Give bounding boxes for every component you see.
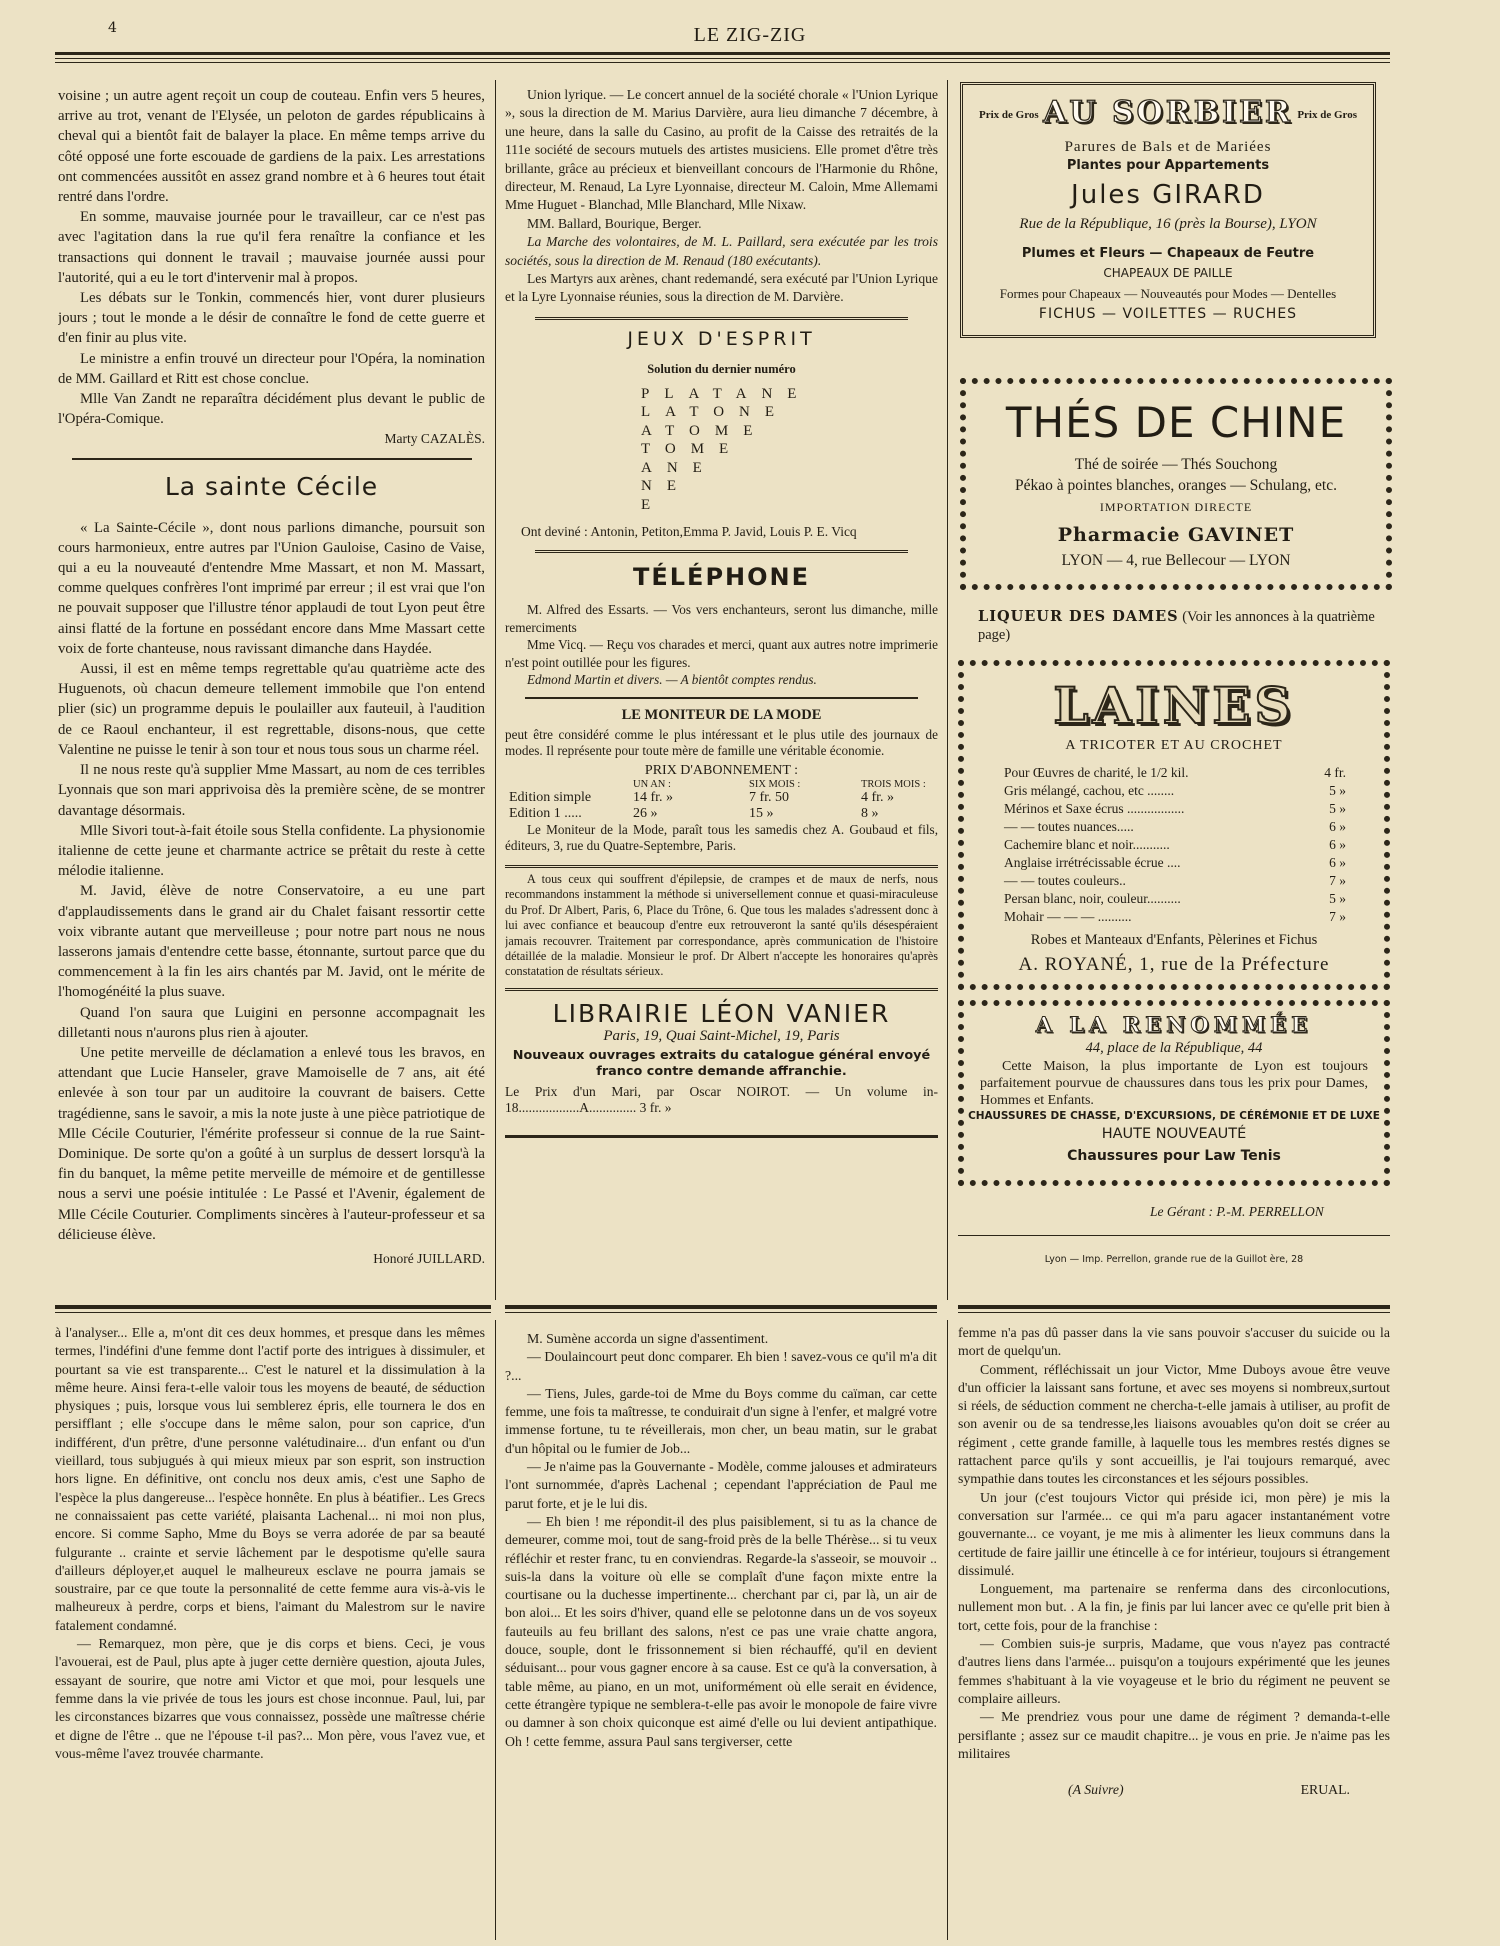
telephone-paragraph: Edmond Martin et divers. — A bientôt comptes rendus. [527, 672, 817, 688]
laines-price: 6 » [1329, 819, 1346, 834]
feuilleton-author: ERUAL. [1300, 1782, 1350, 1798]
cecile-signature: Honoré JUILLARD. [373, 1250, 485, 1266]
union-paragraph: Les Martyrs aux arènes, chant redemandé, sera exécuté par l'Union Lyrique et la Lyre Lyonnaise réunies, sous la direction de M. Darvière. [505, 271, 938, 305]
puzzle-line: ATOME [641, 422, 768, 439]
sorbier-line-4: CHAPEAUX DE PAILLE [1103, 266, 1233, 280]
telephone-paragraph: Mme Vicq. — Reçu vos charades et merci, quant aux autres notre imprimerie n'est point outillée pour les figures. [505, 637, 938, 670]
prix-table [509, 779, 932, 822]
puzzle-line: E [641, 496, 666, 513]
column-separator-1 [495, 80, 496, 1300]
vanier-title: LIBRAIRIE LÉON VANIER [552, 998, 891, 1028]
feuilleton-paragraph: — Combien suis-je surpris, Madame, que vous n'ayez pas contracté d'autres liens dans l'armée... puisqu'on a toujours expérimenté que les jeunes femmes s'habituant à la vie voyageuse et le brio du régiment ne peuvent se complaire ailleurs. [958, 1636, 1390, 1706]
moniteur-title: LE MONITEUR DE LA MODE [621, 706, 822, 723]
prix-cell: Edition 1 ..... [509, 805, 582, 821]
masthead [0, 0, 1500, 60]
header-rule-thin-2 [55, 62, 1390, 63]
laines-address: A. ROYANÉ, 1, rue de la Préfecture [1018, 954, 1330, 975]
cecile-paragraph: Mlle Sivori tout-à-fait étoile sous Stella confidente. La physionomie italienne de cette jeune et charmante actrice se prêtait du reste à cette mélodie italienne. [58, 822, 485, 880]
union-paragraph: Union lyrique. — Le concert annuel de la société chorale « l'Union Lyrique », sous la direction de M. Marius Darvière, aura lieu dimanche 7 décembre, à une heure, dans la salle du Casino, au profit de la Caisse des retraités de la 111e société de secours mutuels des artistes musiciens. Elle promet d'être très brillante, grâce au précieux et bienveillant concours de l'Harmonie du Rhône, directeur, M. Renaud, La Lyre Lyonnaise, directeur M. Caloin, Mme Allemami Mme Huguet - Blanchad, Mlle Blanchard, Mlle Nixaw. [505, 87, 938, 213]
sorbier-prix-right: Prix de Gros [1297, 109, 1357, 121]
feuilleton-paragraph: — Tiens, Jules, garde-toi de Mme du Boys comme du caïman, car cette femme, une fois ta maîtresse, te conduirait d'un signe à l'enfer, et malgré votre immense fortune, tu te réveillerais, mon cher, un beau matin, sur le grabat d'un hôpital ou le fumier de Job... [505, 1385, 937, 1456]
feuilleton-column-3 [958, 1324, 1390, 1936]
prix-cell: 14 fr. » [633, 789, 674, 805]
feuilleton-paragraph: Comment, réfléchissait un jour Victor, Mme Duboys avoue être veuve d'un officier la laissant sans fortune, et avec ses moyens si nombreux,surtout si réels, de séduction comment ne chercha-t-elle jamais à utiliser, au profit de son avenir ou de sa tendresse,les liaisons avouables qu'on doit se créer au régiment , cette grande famille, à laquelle tous les membres restés dignes se rattachent parce qu'ils y sont accueillis, je l'ai toujours remarqué, avec sympathie dans toutes les circonstances et les séjours possibles. [958, 1361, 1390, 1487]
feuilleton-rule-thin [505, 1312, 937, 1313]
feuilleton-separator-2 [947, 1320, 948, 1940]
puzzle-line: ANE [641, 459, 717, 476]
article-paragraph: Le ministre a enfin trouvé un directeur pour l'Opéra, la nomination de MM. Gaillard et Ritt est chose conclue. [58, 350, 485, 387]
jeux-subtitle: Solution du dernier numéro [647, 361, 796, 376]
feuilleton-rule [958, 1305, 1390, 1309]
header-rule-thick [55, 52, 1390, 55]
laines-price: 7 » [1329, 873, 1346, 888]
laines-price: 4 fr. [1324, 765, 1346, 780]
laines-item: Anglaise irrétrécissable écrue .... [1004, 855, 1181, 870]
prix-title: PRIX D'ABONNEMENT : [644, 762, 799, 778]
sorbier-line-6: FICHUS — VOILETTES — RUCHES [1038, 306, 1298, 322]
laines-price: 7 » [1329, 909, 1346, 924]
article-paragraph: Les débats sur le Tonkin, commencés hier, vont durer plusieurs jours ; tout le monde a le désir de connaître le fond de cette guerre et d'en finir au plus vite. [58, 290, 485, 347]
laines-item: Mohair — — — .......... [1004, 909, 1132, 924]
thes-title: THÉS DE CHINE [1005, 398, 1347, 447]
vanier-book: Le Prix d'un Mari, par Oscar NOIROT. — Un volume in-18..................A.............. 3 fr. » [505, 1083, 938, 1116]
union-paragraph: La Marche des volontaires, de M. L. Paillard, sera exécutée par les trois sociétés, sous la direction de M. Renaud (180 exécutants). [505, 234, 938, 268]
laines-price-list [1004, 764, 1346, 926]
renommee-line-1: CHAUSSURES DE CHASSE, D'EXCURSIONS, DE CÉRÉMONIE ET DE LUXE [968, 1110, 1380, 1122]
feuilleton-paragraph: à l'analyser... Elle a, m'ont dit ces deux hommes, et presque dans les mêmes termes, l'indéfini d'une femme dont l'actif porte des intrigues à dissimuler, et pourtant sa vie est transparente... C'est le naturel et la dissimulation à la même heure. Ainsi fera-t-elle valoir tous les moyens de beauté, de séduction physiques ; puis, lorsque vous lui semblerez épris, elle tournera le dos en persifflant ; elle s'occupe dans le même salon, pour son caprice, d'un indifférent, d'un prêtre, d'une personne valétudinaire... d'un enfant ou d'un vieillard, tous subjugués à qui mieux mieux par son esprit, son instruction hors ligne. En définitive, ont conclu nos deux amis, c'est une Sapho de l'espèce la plus dangereuse... l'espèce honnête. En plus à béatifier.. Les Grecs ne connaissaient pas cette variété, plaisanta Lachenal... ni moi non plus, encore. Si comme Sapho, Mme du Boys se verra adorée de par sa beauté fulgurante .. crainte et servie lâchement par le despotisme qu'elle saura d'ailleurs déployer,et auquel le malheureux esclave ne pourra jamais se soustraire, par ce que toute la personnalité de cette femme aura vis-à-vis le malheureux à perdre, corps et biens, l'aimant du Malestrom sur le navire fatalement condamné. [55, 1325, 485, 1633]
sorbier-owner: Jules GIRARD [1071, 180, 1265, 210]
cecile-title: La sainte Cécile [164, 471, 379, 501]
section-divider [535, 317, 908, 320]
section-divider [505, 988, 938, 991]
puzzle-line: NE [641, 478, 691, 495]
laines-row [1004, 872, 1346, 890]
thes-address: LYON — 4, rue Bellecour — LYON [1061, 552, 1291, 569]
prix-cell: 15 » [749, 805, 774, 821]
sorbier-line-2: Plantes pour Appartements [1066, 158, 1270, 173]
moniteur-end: Le Moniteur de la Mode, paraît tous les samedis chez A. Goubaud et fils, éditeurs, 3, rue du Quatre-Septembre, Paris. [505, 821, 938, 854]
laines-item: Persan blanc, noir, couleur.......... [1004, 891, 1181, 906]
liqueur-name: LIQUEUR DES DAMES [978, 608, 1179, 625]
laines-row [1004, 782, 1346, 800]
ad-la-renommee [958, 1000, 1390, 1186]
feuilleton-paragraph: femme n'a pas dû passer dans la vie sans pouvoir s'accuser du suicide ou la mort de quelqu'un. [958, 1325, 1390, 1359]
article-paragraph: En somme, mauvaise journée pour le travailleur, car ce n'est pas avec l'agitation dans la rue qu'il fera renaître la confiance et les transactions qui donnent le travail ; mauvaise journée aussi pour l'autorité, qui a eu le tort d'intervenir mal à propos. [58, 209, 485, 286]
prix-cell: 4 fr. » [861, 789, 895, 805]
laines-item: Pour Œuvres de charité, le 1/2 kil. [1004, 765, 1189, 780]
section-divider [535, 550, 908, 553]
laines-row [1004, 854, 1346, 872]
section-divider [505, 865, 938, 868]
feuilleton-column-2 [505, 1330, 937, 1936]
thes-line-1: Thé de soirée — Thés Souchong [1074, 456, 1278, 473]
feuilleton-paragraph: — Doulaincourt peut donc comparer. Eh bien ! savez-vous ce qu'il m'a dit ?... [505, 1349, 937, 1383]
laines-item: Mérinos et Saxe écrus ................. [1004, 801, 1185, 816]
sorbier-line-1: Parures de Bals et de Mariées [1064, 139, 1272, 155]
feuilleton-paragraph: — Je n'aime pas la Gouvernante - Modèle, comme jalouses et admirateurs l'ont surnommée, d'après Lachenal ; cependant l'appréciation de Paul me parut forte, et je le lui dis. [505, 1459, 937, 1511]
article-paragraph: voisine ; un autre agent reçoit un coup de couteau. Enfin vers 5 heures, arrive au trot, venant de l'Elysée, un peloton de gardes républicains à cheval qui a bientôt fait de balayer la place. En même temps arrive du côté opposé une forte escouade de gardiens de la paix. Les arrestations ont commencées aussitôt en assez grand nombre et à 6 heures tout était rentré dans l'ordre. [58, 88, 485, 206]
gerant [1150, 1204, 1324, 1220]
column-separator-2 [947, 80, 948, 1300]
feuilleton-column-1 [55, 1324, 485, 1936]
cecile-paragraph: « La Sainte-Cécile », dont nous parlions dimanche, poursuit son cours harmonieux, entre autres par l'Union Gauloise, Casino de Vaise, qui a eu la nouveauté d'entendre Mme Massart, et non M. Massart, comme quelques confrères l'ont imprimé par erreur ; il est vrai que l'on ne pouvait supposer que l'illustre ténor applaudi de tout Lyon peut être ainsi flatté de la fortune en possédant encore dans Mme Massart cette voix de forte chanteuse, nous ravissant dimanche dans Haydée. [58, 519, 485, 657]
vanier-address: Paris, 19, Quai Saint-Michel, 19, Paris [603, 1027, 840, 1044]
ad-liqueur [978, 608, 1378, 644]
laines-price: 6 » [1329, 855, 1346, 870]
laines-price: 5 » [1329, 801, 1346, 816]
column-2 [505, 86, 938, 1322]
renommee-address: 44, place de la République, 44 [1085, 1040, 1263, 1056]
ad-laines [958, 660, 1390, 990]
cecile-paragraph: Il ne nous reste qu'à supplier Mme Massart, au nom de ces terribles Lyonnais que son mari apprivoisa dès la première scène, de se montrer davantage désormais. [58, 762, 485, 819]
imprint-rule [958, 1235, 1390, 1236]
moniteur-paragraph: peut être considéré comme le plus intéressant et le plus utile des journaux de modes. Il représente pour toute mère de famille une véritable économie. [505, 726, 938, 759]
a-suivre: (A Suivre) [1068, 1782, 1124, 1798]
laines-subtitle: A TRICOTER ET AU CROCHET [1065, 738, 1283, 753]
laines-price: 6 » [1329, 837, 1346, 852]
laines-row [1004, 818, 1346, 836]
sorbier-line-5: Formes pour Chapeaux — Nouveautés pour Modes — Dentelles [999, 286, 1337, 301]
liqueur-note: (Voir les annonces à la quatrième page) [978, 609, 1375, 643]
laines-item: — — toutes couleurs.. [1004, 873, 1126, 888]
article-paragraph: Mlle Van Zandt ne reparaîtra décidément plus devant le public de l'Opéra-Comique. [58, 391, 485, 428]
cecile-paragraph: Aussi, il est en même temps regrettable qu'au quatrième acte des Huguenots, où chacun demeure tellement immobile que l'on entend plier (sic) un programme depuis le poulailler aux fauteuil, à l'audition de ce Raoul enchanteur, il est regrettable, disons-nous, que cette Valentine ne puisse le tenir à son tour et nous tous sous un charme réel. [58, 661, 485, 758]
laines-row [1004, 890, 1346, 908]
feuilleton-paragraph: Longuement, ma partenaire se renferma dans des circonlocutions, nullement mon but. . A la fin, je finis par lui lancer avec ce qu'elle prit bien à tort, cette fois, pour de la franchise : [958, 1581, 1390, 1633]
cecile-paragraph: Une petite merveille de déclamation a enlevé tous les bravos, en attendant que Lucie Hanseler, grave Mamoiselle de 7 ans, ait été enlevée à son tour par un auditoire la couvrant de baisers. Cette tragédienne, sans le savoir, a mis la note juste à une pièce patriotique de Mlle Cécile Couturier, l'émérite professeur si connue de la rue Saint-Dominique. De sorte qu'on a goûté à un surplus de dessert lorsqu'à la fin du banquet, la même petite merveille de mémoire et de gentillesse nous a servi une poésie intitulée : Le Passé et l'Avenir, également de Mlle Cécile Couturier. Compliments sincères à l'auteur-professeur et sa délicieuse élève. [58, 1044, 485, 1243]
prix-cell: Edition simple [509, 789, 592, 805]
feuilleton-rule [505, 1305, 937, 1309]
feuilleton-rule-thin [958, 1312, 1390, 1313]
telephone-paragraph: M. Alfred des Essarts. — Vos vers enchanteurs, seront lus dimanche, mille remerciments [505, 602, 938, 635]
renommee-paragraph: Cette Maison, la plus importante de Lyon est toujours parfaitement pourvue de chaussures dans tous les prix pour Dames, Hommes et Enfants. [980, 1059, 1368, 1108]
feuilleton-paragraph: M. Sumène accorda un signe d'assentiment. [527, 1331, 769, 1346]
section-divider [505, 1135, 938, 1138]
renommee-line-3: Chaussures pour Law Tenis [1067, 1148, 1281, 1164]
puzzle-solution [641, 385, 938, 515]
thes-line-3: IMPORTATION DIRECTE [1099, 500, 1253, 514]
laines-row [1004, 908, 1346, 926]
feuilleton-separator-1 [495, 1320, 496, 1940]
telephone-title: TÉLÉPHONE [632, 563, 810, 592]
puzzle-line: LATONE [641, 404, 790, 421]
feuilleton-paragraph: — Me prendriez vous pour une dame de régiment ? demanda-t-elle persiflante ; assez sur ce maudit chapitre... je vous en prie. Je n'aime pas les militaires [958, 1709, 1390, 1761]
feuilleton-rule [55, 1305, 491, 1309]
feuilleton-footer [958, 1781, 1390, 1799]
cecile-paragraph: Quand l'on saura que Luigini en personne accompagnait les dilletanti nous n'aurons plus rien à ajouter. [58, 1004, 485, 1041]
sorbier-address: Rue de la République, 16 (près la Bourse), LYON [1019, 216, 1317, 232]
puzzle-line: TOME [641, 441, 744, 458]
laines-row [1004, 800, 1346, 818]
feuilleton-paragraph: — Remarquez, mon père, que je dis corps et biens. Ceci, je vous l'avouerai, est de Paul, plus apte à juger cette dernière question, ajouta Jules, essayant de sourire, que notre ami Victor et que moi, pour lesquels une femme dans la vie privée de tous les jours est chose inconnue. Paul, lui, par les circonstances bizarres que vous connaissez, possède une maîtresse chérie et digne de l'être .. que ne l'épouse t-il pas?... Mon père, vous l'avez vue, et vous-même l'avez trouvée charmante. [55, 1636, 485, 1761]
jeux-title: JEUX D'ESPRIT [627, 327, 816, 350]
article-signature: Marty CAZALÈS. [384, 431, 485, 447]
gerant-text: Le Gérant : P.-M. PERRELLON [1150, 1204, 1324, 1219]
prix-cell: 8 » [861, 805, 879, 821]
prix-head: UN AN : [633, 778, 671, 790]
laines-title: LAINES [1053, 676, 1295, 735]
sorbier-name: AU SORBIER [1043, 95, 1293, 130]
imprint: Lyon — Imp. Perrellon, grande rue de la Guillot ère, 28 [1044, 1254, 1304, 1265]
header-rule-thin [55, 58, 1390, 59]
renommee-title: A LA RENOMMÉE [1035, 1012, 1313, 1037]
renommee-line-2: HAUTE NOUVEAUTÉ [1101, 1126, 1247, 1142]
prix-head [509, 779, 633, 790]
union-paragraph: MM. Ballard, Bourique, Berger. [527, 215, 702, 231]
laines-row [1004, 836, 1346, 854]
laines-robes: Robes et Manteaux d'Enfants, Pèlerines et Fichus [1030, 932, 1318, 948]
feuilleton-paragraph: Un jour (c'est toujours Victor qui préside ici, mon père) je mis la conversation sur l'armée... ce qui m'a paru agacer instantanément votre gouvernante... ce voyant, je me mis à alimenter les lieux communs dans la certitude de faire jaillir une étincelle à ce for intérieur, toujours si étrangement dissimulé. [958, 1489, 1390, 1578]
albert-notice: A tous ceux qui souffrent d'épilepsie, de crampes et de maux de nerfs, nous recommandons instamment la méthode si universellement connue et quasi-miraculeuse du Prof. Dr Albert, Paris, 6, Place du Trône, 6. Que tous les malades s'adressent donc à lui avec confiance et beaucoup d'entre eux retrouveront la santé qu'ils désespéraient jamais recouvrer. Traitement par correspondance, après communication de l'histoire détaillée de la maladie. Monsieur le prof. Dr Albert n'accepte les honoraires qu'après constatation de résultats sérieux. [505, 871, 938, 979]
sorbier-prix-left: Prix de Gros [979, 109, 1039, 121]
puzzle-line: PLATANE [641, 385, 812, 402]
jeux-devine: Ont deviné : Antonin, Petiton,Emma P. Javid, Louis P. E. Vicq [521, 524, 857, 540]
laines-item: — — toutes nuances..... [1004, 819, 1134, 834]
thes-pharmacie: Pharmacie GAVINET [1057, 524, 1295, 546]
thes-line-2: Pékao à pointes blanches, oranges — Schulang, etc. [1015, 477, 1337, 494]
laines-price: 5 » [1329, 891, 1346, 906]
sorbier-line-3: Plumes et Fleurs — Chapeaux de Feutre [1021, 246, 1315, 261]
laines-row [1004, 764, 1346, 782]
laines-price: 5 » [1329, 783, 1346, 798]
section-divider [72, 458, 472, 460]
prix-head: TROIS MOIS : [861, 778, 926, 790]
prix-cell: 7 fr. 50 [749, 789, 790, 805]
cecile-paragraph: M. Javid, élève de notre Conservatoire, a eu une part d'applaudissements dans le grand air du Chalet faisant ressortir cette voix vibrante autant que merveilleuse ; pour notre part nous ne nous lasserons jamais d'entendre cette basse, étonnante, surtout parce que du commencement à la fin les airs chantés par M. Javid, ont le mérite de l'homogénéité la plus suave. [58, 883, 485, 1001]
feuilleton-paragraph: — Eh bien ! me répondit-il des plus paisiblement, si tu as la chance de demeurer, comme moi, tout de sang-froid près de la belle Thérèse... si tu veux réfléchir et rester franc, tu en conviendras. Regarde-la s'asseoir, se mouvoir .. suis-la dans la voiture où elle se complaît d'une façon mixte entre la courtisane ou la duchesse impertinente... cherchant par ci, par là, un air de bon aloi... Et les soirs d'hiver, quand elle se pelotonne dans un de vos soyeux fauteuils au feu brillant des salons, n'est ce pas une vraie chatte angora, douce, souple, dont le frissonnement si bien réchauffé, qu'il en devient séduisant... pour vous gagner encore à sa cause. Est ce qu'à la conversation, à table même, au piano, en un mot, uniformément où elle serait en évidence, cette étrangère typique ne semblera-t-elle pas avoir le monopole de faire vivre ou damner à son choix quiconque est aimé d'elle ou lui devient antipathique. Oh ! cette femme, assura Paul sans tergiverser, cette [505, 1513, 937, 1749]
feuilleton-rule-thin [55, 1312, 491, 1313]
page-mark: 4 [108, 20, 117, 36]
column-1 [58, 86, 485, 1294]
laines-item: Cachemire blanc et noir........... [1004, 837, 1170, 852]
laines-item: Gris mélangé, cachou, etc ........ [1004, 783, 1175, 798]
section-divider [525, 697, 918, 699]
ad-au-sorbier [960, 82, 1376, 338]
vanier-subtitle: Nouveaux ouvrages extraits du catalogue général envoyé franco contre demande affranchie. [512, 1047, 931, 1079]
newspaper-title: LE ZIG-ZIG [693, 24, 807, 46]
ad-thes-de-chine [960, 378, 1392, 590]
prix-cell: 26 » [633, 805, 658, 821]
prix-head: SIX MOIS : [749, 778, 801, 790]
